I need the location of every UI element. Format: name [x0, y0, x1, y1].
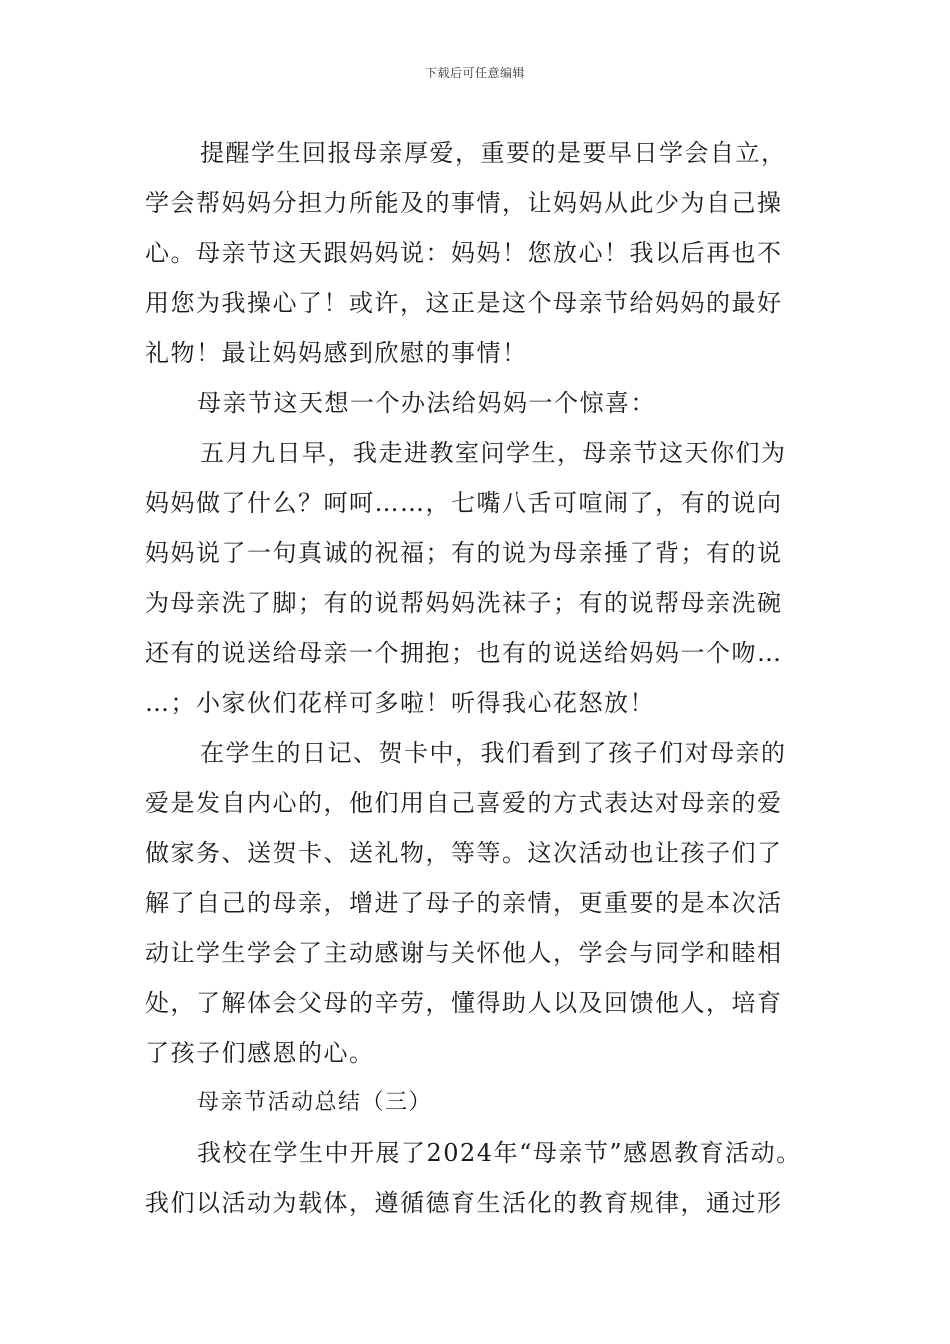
- text-line: 学会帮妈妈分担力所能及的事情，让妈妈从此少为自己操: [145, 189, 783, 217]
- text-line: 解了自己的母亲，增进了母子的亲情，更重要的是本次活: [145, 889, 783, 917]
- text-line: 提醒学生回报母亲厚爱，重要的是要早日学会自立，: [200, 139, 787, 167]
- text-line: 为母亲洗了脚；有的说帮妈妈洗袜子；有的说帮母亲洗碗: [145, 589, 783, 617]
- text-line: 我们以活动为载体，遵循德育生活化的教育规律，通过形: [145, 1189, 783, 1217]
- text-line: 用您为我操心了！或许，这正是这个母亲节给妈妈的最好: [145, 289, 783, 317]
- paragraph-5: [145, 1128, 825, 1228]
- text-line: 爱是发自内心的，他们用自己喜爱的方式表达对母亲的爱: [145, 789, 783, 817]
- text-line: 做家务、送贺卡、送礼物，等等。这次活动也让孩子们了: [145, 839, 783, 867]
- text-line: 母亲节这天想一个办法给妈妈一个惊喜：: [197, 389, 656, 417]
- text-line: …；小家伙们花样可多啦！听得我心花怒放！: [145, 689, 655, 717]
- text-line: 了孩子们感恩的心。: [145, 1039, 375, 1067]
- text-line: 在学生的日记、贺卡中，我们看到了孩子们对母亲的: [200, 739, 787, 767]
- text-line: 心。母亲节这天跟妈妈说：妈妈！您放心！我以后再也不: [145, 239, 783, 267]
- document-body: [145, 128, 825, 1228]
- paragraph-4: [145, 728, 825, 1078]
- text-line: 动让学生学会了主动感谢与关怀他人，学会与同学和睦相: [145, 939, 783, 967]
- section-heading: [145, 1078, 825, 1128]
- text-line: 处，了解体会父母的辛劳，懂得助人以及回馈他人，培育: [145, 989, 783, 1017]
- text-line: 还有的说送给母亲一个拥抱；也有的说送给妈妈一个吻…: [145, 639, 783, 667]
- text-line: 五月九日早，我走进教室问学生，母亲节这天你们为: [200, 439, 787, 467]
- text-line: 我校在学生中开展了2024年“母亲节”感恩教育活动。: [197, 1139, 802, 1167]
- page-header: 下载后可任意编辑: [424, 66, 525, 80]
- paragraph-3: [145, 428, 825, 728]
- text-line: 妈妈做了什么？呵呵……，七嘴八舌可喧闹了，有的说向: [145, 489, 783, 517]
- paragraph-1: [145, 128, 825, 378]
- text-line: 礼物！最让妈妈感到欣慰的事情！: [145, 339, 528, 367]
- section-title: 母亲节活动总结（三）: [197, 1090, 433, 1115]
- text-line: 妈妈说了一句真诚的祝福；有的说为母亲捶了背；有的说: [145, 539, 783, 567]
- paragraph-2: [145, 378, 825, 428]
